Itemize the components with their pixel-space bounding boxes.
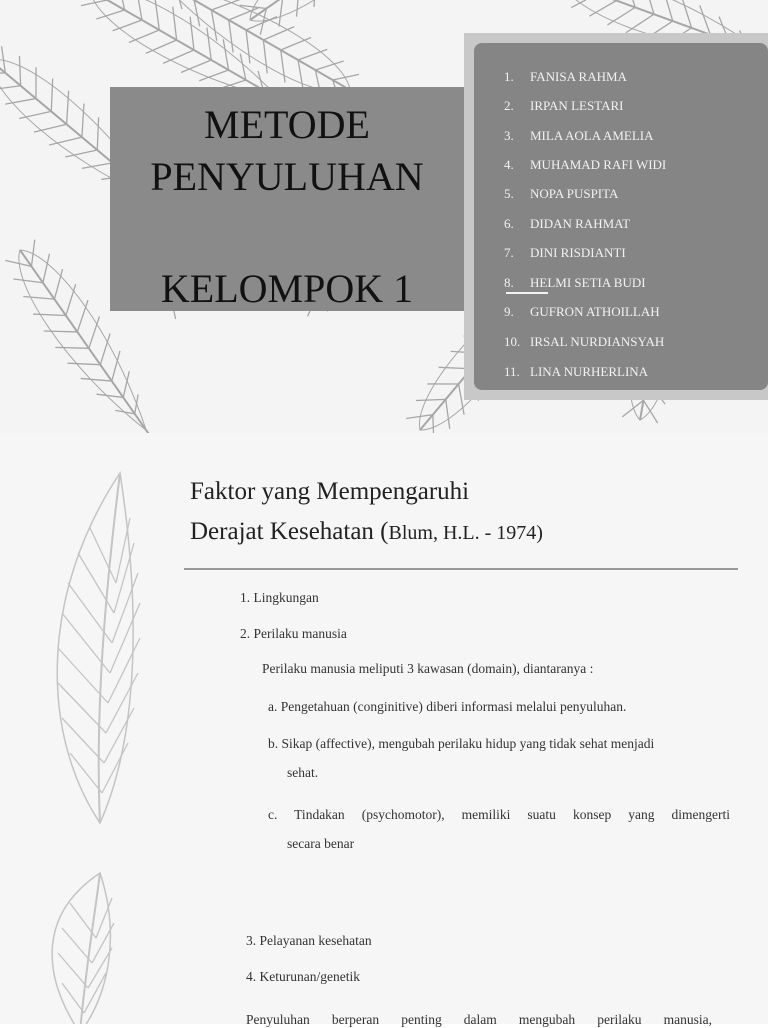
cover-slide [0, 0, 768, 433]
member-item: 2. IRPAN LESTARI [504, 98, 624, 113]
domain-intro: Perilaku manusia meliputi 3 kawasan (domain), diantaranya : [262, 661, 594, 676]
member-item: 9. GUFRON ATHOILLAH [504, 304, 660, 319]
title-box [110, 87, 464, 311]
list-item-pelayanan: 3. Pelayanan kesehatan [246, 933, 372, 948]
slide-title-line-1: Faktor yang Mempengaruhi [190, 478, 470, 505]
closing-paragraph: Penyuluhan berperan penting dalam mengubah perilaku manusia, [246, 1012, 712, 1027]
sub-item-b-cont: sehat. [287, 765, 319, 780]
list-item-keturunan: 4. Keturunan/genetik [246, 969, 360, 984]
title-divider [184, 568, 738, 570]
member-item: 4. MUHAMAD RAFI WIDI [504, 157, 667, 172]
sub-item-a: a. Pengetahuan (conginitive) diberi informasi melalui penyuluhan. [268, 699, 627, 714]
title-line-2: PENYULUHAN [150, 154, 424, 199]
member-item: 8. HELMI SETIA BUDI [504, 275, 646, 290]
list-item-perilaku: 2. Perilaku manusia [240, 626, 347, 641]
member-item: 3. MILA AOLA AMELIA [504, 128, 654, 143]
slide-title-line-2: Derajat Kesehatan (Blum, H.L. - 1974) [190, 518, 543, 545]
member-item: 11. LINA NURHERLINA [504, 364, 649, 379]
title-line-1: METODE [204, 102, 370, 147]
sub-item-c-cont: secara benar [287, 836, 355, 851]
member-item: 1. FANISA RAHMA [504, 69, 627, 84]
member-item: 5. NOPA PUSPITA [504, 186, 619, 201]
member-item: 10. IRSAL NURDIANSYAH [504, 334, 665, 349]
member-item: 6. DIDAN RAHMAT [504, 216, 631, 231]
sub-item-b: b. Sikap (affective), mengubah perilaku hidup yang tidak sehat menjadi [268, 736, 655, 751]
member-item: 7. DINI RISDIANTI [504, 245, 626, 260]
group-title: KELOMPOK 1 [160, 266, 414, 311]
member-underline [506, 292, 548, 294]
list-item-lingkungan: 1. Lingkungan [240, 590, 319, 605]
sub-item-c: c. Tindakan (psychomotor), memiliki suatu konsep yang dimengerti [268, 807, 730, 822]
